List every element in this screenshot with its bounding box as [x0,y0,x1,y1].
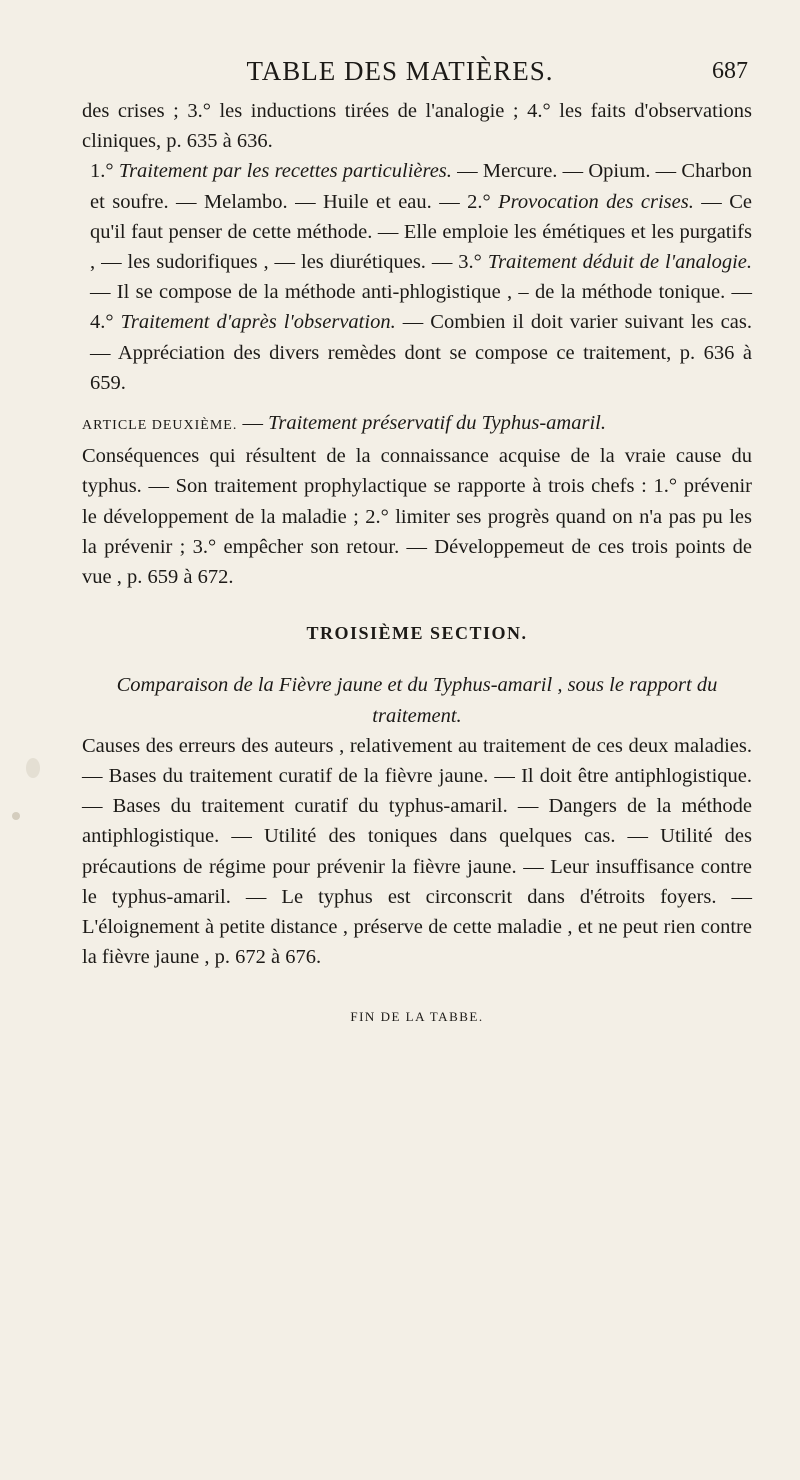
text-run: — Mercure. — Opium. — Charbon et soufre. — Melambo. — Huile et eau. — 2.° [90,160,752,213]
text-run: — Il se compose de la méthode anti-phlogistique , – de la méthode tonique. — 4.° [90,281,752,334]
paragraph-preventive-treatment: Conséquences qui résultent de la connaissance acquise de la vraie cause du typhus. — Son traitement prophylactique se rapporte à trois chefs : 1.° prévenir le développement de la maladie ; 2.° limiter ses progrès quand on n'a pas pu les la prévenir ; 3.° empêcher son retour. — Développemeut de ces trois points de vue , p. 659 à 672. [82,445,752,589]
text-run: — Ce qu'il faut penser de cette méthode. — Elle emploie les émétiques et les purgatifs , — les sudorifiques , — les diurétiques. — 3.° [90,190,752,274]
text-run: — Combien il doit varier suivant les cas. — Appréciation des divers remèdes dont se compose ce traitement, p. 636 à 659. [90,311,752,394]
paragraph-continuation: des crises ; 3.° les inductions tirées de l'analogie ; 4.° les faits d'observations cliniques, p. 635 à 636. [82,100,752,153]
article-label: ARTICLE DEUXIÈME. [82,418,238,434]
paragraph-comparison: Causes des erreurs des auteurs , relativement au traitement de ces deux maladies. — Bases du traitement curatif de la fièvre jaune. — Il doit être antiphlogistique. — Bases du traitement curatif du typhus-amaril. — Dangers de la méthode antiphlogistique. — Utilité des toniques dans quelques cas. — Utilité des précautions de régime pour prévenir la fièvre jaune. — Leur insuffisance contre le typhus-amaril. — Le typhus est circonscrit dans d'étroits foyers. — L'éloignement à petite distance , préserve de cette maladie , et ne peut rien contre la fièvre jaune , p. 672 à 676. [82,734,752,969]
table-of-contents-text [82,96,752,1033]
article-heading [82,408,752,441]
italic-heading: Traitement déduit de l'analogie. [487,251,752,274]
text-run: 1.° [90,160,119,183]
end-of-table: FIN DE LA TABBE. [350,1009,484,1025]
paragraph-curative-treatments [82,156,752,398]
paper-stain [26,758,40,778]
section-subtitle: Comparaison de la Fièvre jaune et du Typhus-amaril , sous le rapport du traitement. [116,674,718,727]
text-run: — [237,412,269,435]
page-number: 687 [712,58,748,84]
italic-heading: Traitement par les recettes particulières. [118,160,452,183]
paper-stain [12,812,20,820]
italic-heading: Provocation des crises. [498,190,694,213]
article-title: Traitement préservatif du Typhus-amaril. [268,412,606,435]
header-title: TABLE DES MATIÈRES. [246,56,554,86]
running-header [0,56,800,96]
section-title: TROISIÈME SECTION. [306,623,528,644]
italic-heading: Traitement d'après l'observation. [120,311,396,334]
